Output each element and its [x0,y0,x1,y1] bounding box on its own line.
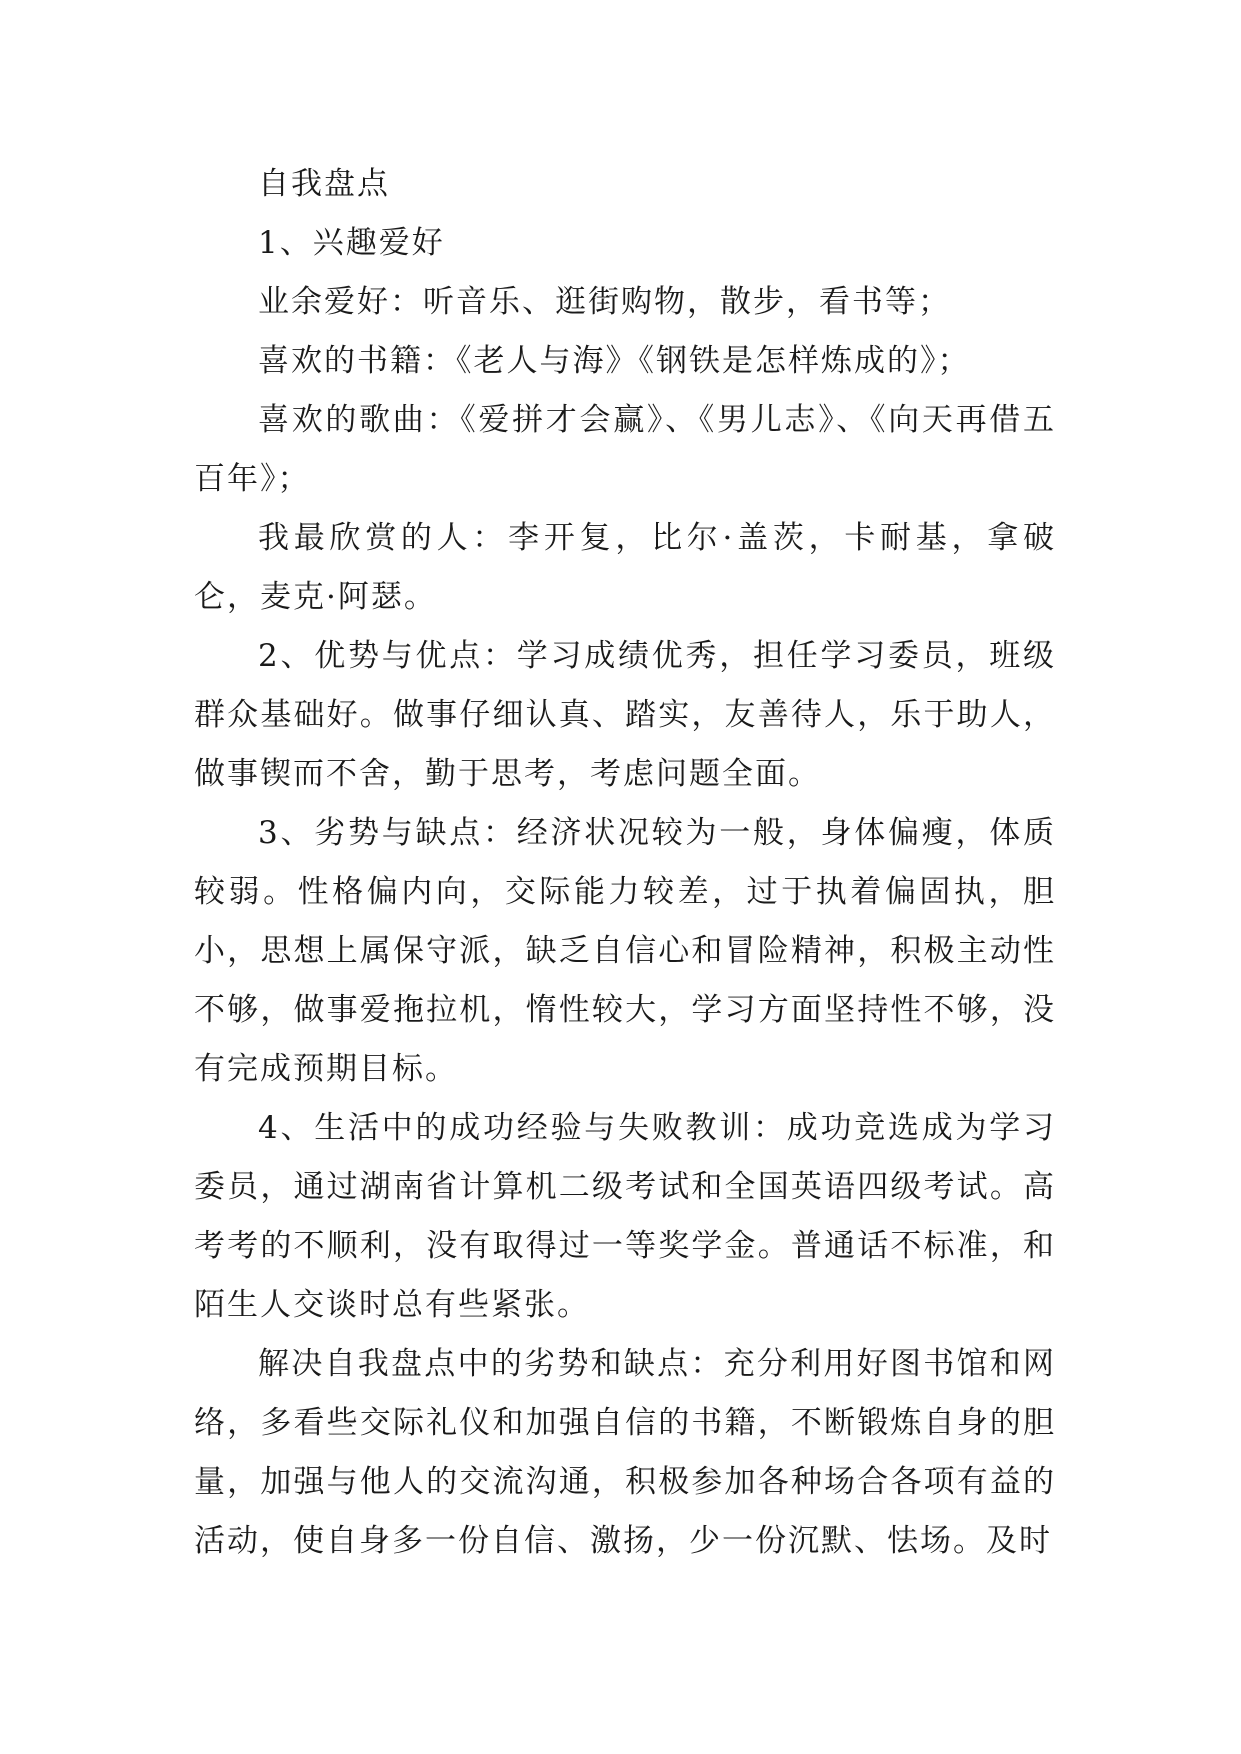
favorite-songs-paragraph: 喜欢的歌曲：《爱拼才会赢》、《男儿志》、《向天再借五百年》； [194,402,1056,497]
experience-paragraph: 4、生活中的成功经验与失败教训：成功竞选成为学习委员，通过湖南省计算机二级考试和全国英语四级考试。高考考的不顺利，没有取得过一等奖学金。普通话不标准，和陌生人交谈时总有些紧张。 [194,1110,1056,1323]
solutions-paragraph: 解决自我盘点中的劣势和缺点：充分利用好图书馆和网络，多看些交际礼仪和加强自信的书籍，不断锻炼自身的胆量，加强与他人的交流沟通，积极参加各种场合各项有益的活动，使自身多一份自信、激扬，少一份沉默、怯场。及时 [194,1346,1056,1559]
weaknesses-paragraph: 3、劣势与缺点：经济状况较为一般，身体偏瘦，体质较弱。性格偏内向，交际能力较差，过于执着偏固执，胆小，思想上属保守派，缺乏自信心和冒险精神，积极主动性不够，做事爱拖拉机，惰性较大，学习方面坚持性不够，没有完成预期目标。 [194,815,1056,1087]
document-title: 自我盘点 [258,166,390,202]
admired-people-paragraph: 我最欣赏的人：李开复，比尔·盖茨，卡耐基，拿破仑，麦克·阿瑟。 [194,520,1056,615]
strengths-paragraph: 2、优势与优点：学习成绩优秀，担任学习委员，班级群众基础好。做事仔细认真、踏实，友善待人，乐于助人，做事锲而不舍，勤于思考，考虑问题全面。 [194,638,1056,792]
section-hobbies-heading: 1、兴趣爱好 [258,225,445,261]
document-body [194,155,1056,1571]
hobbies-paragraph: 业余爱好：听音乐、逛街购物，散步，看书等； [258,284,951,320]
favorite-books-paragraph: 喜欢的书籍：《老人与海》《钢铁是怎样炼成的》； [258,343,971,379]
